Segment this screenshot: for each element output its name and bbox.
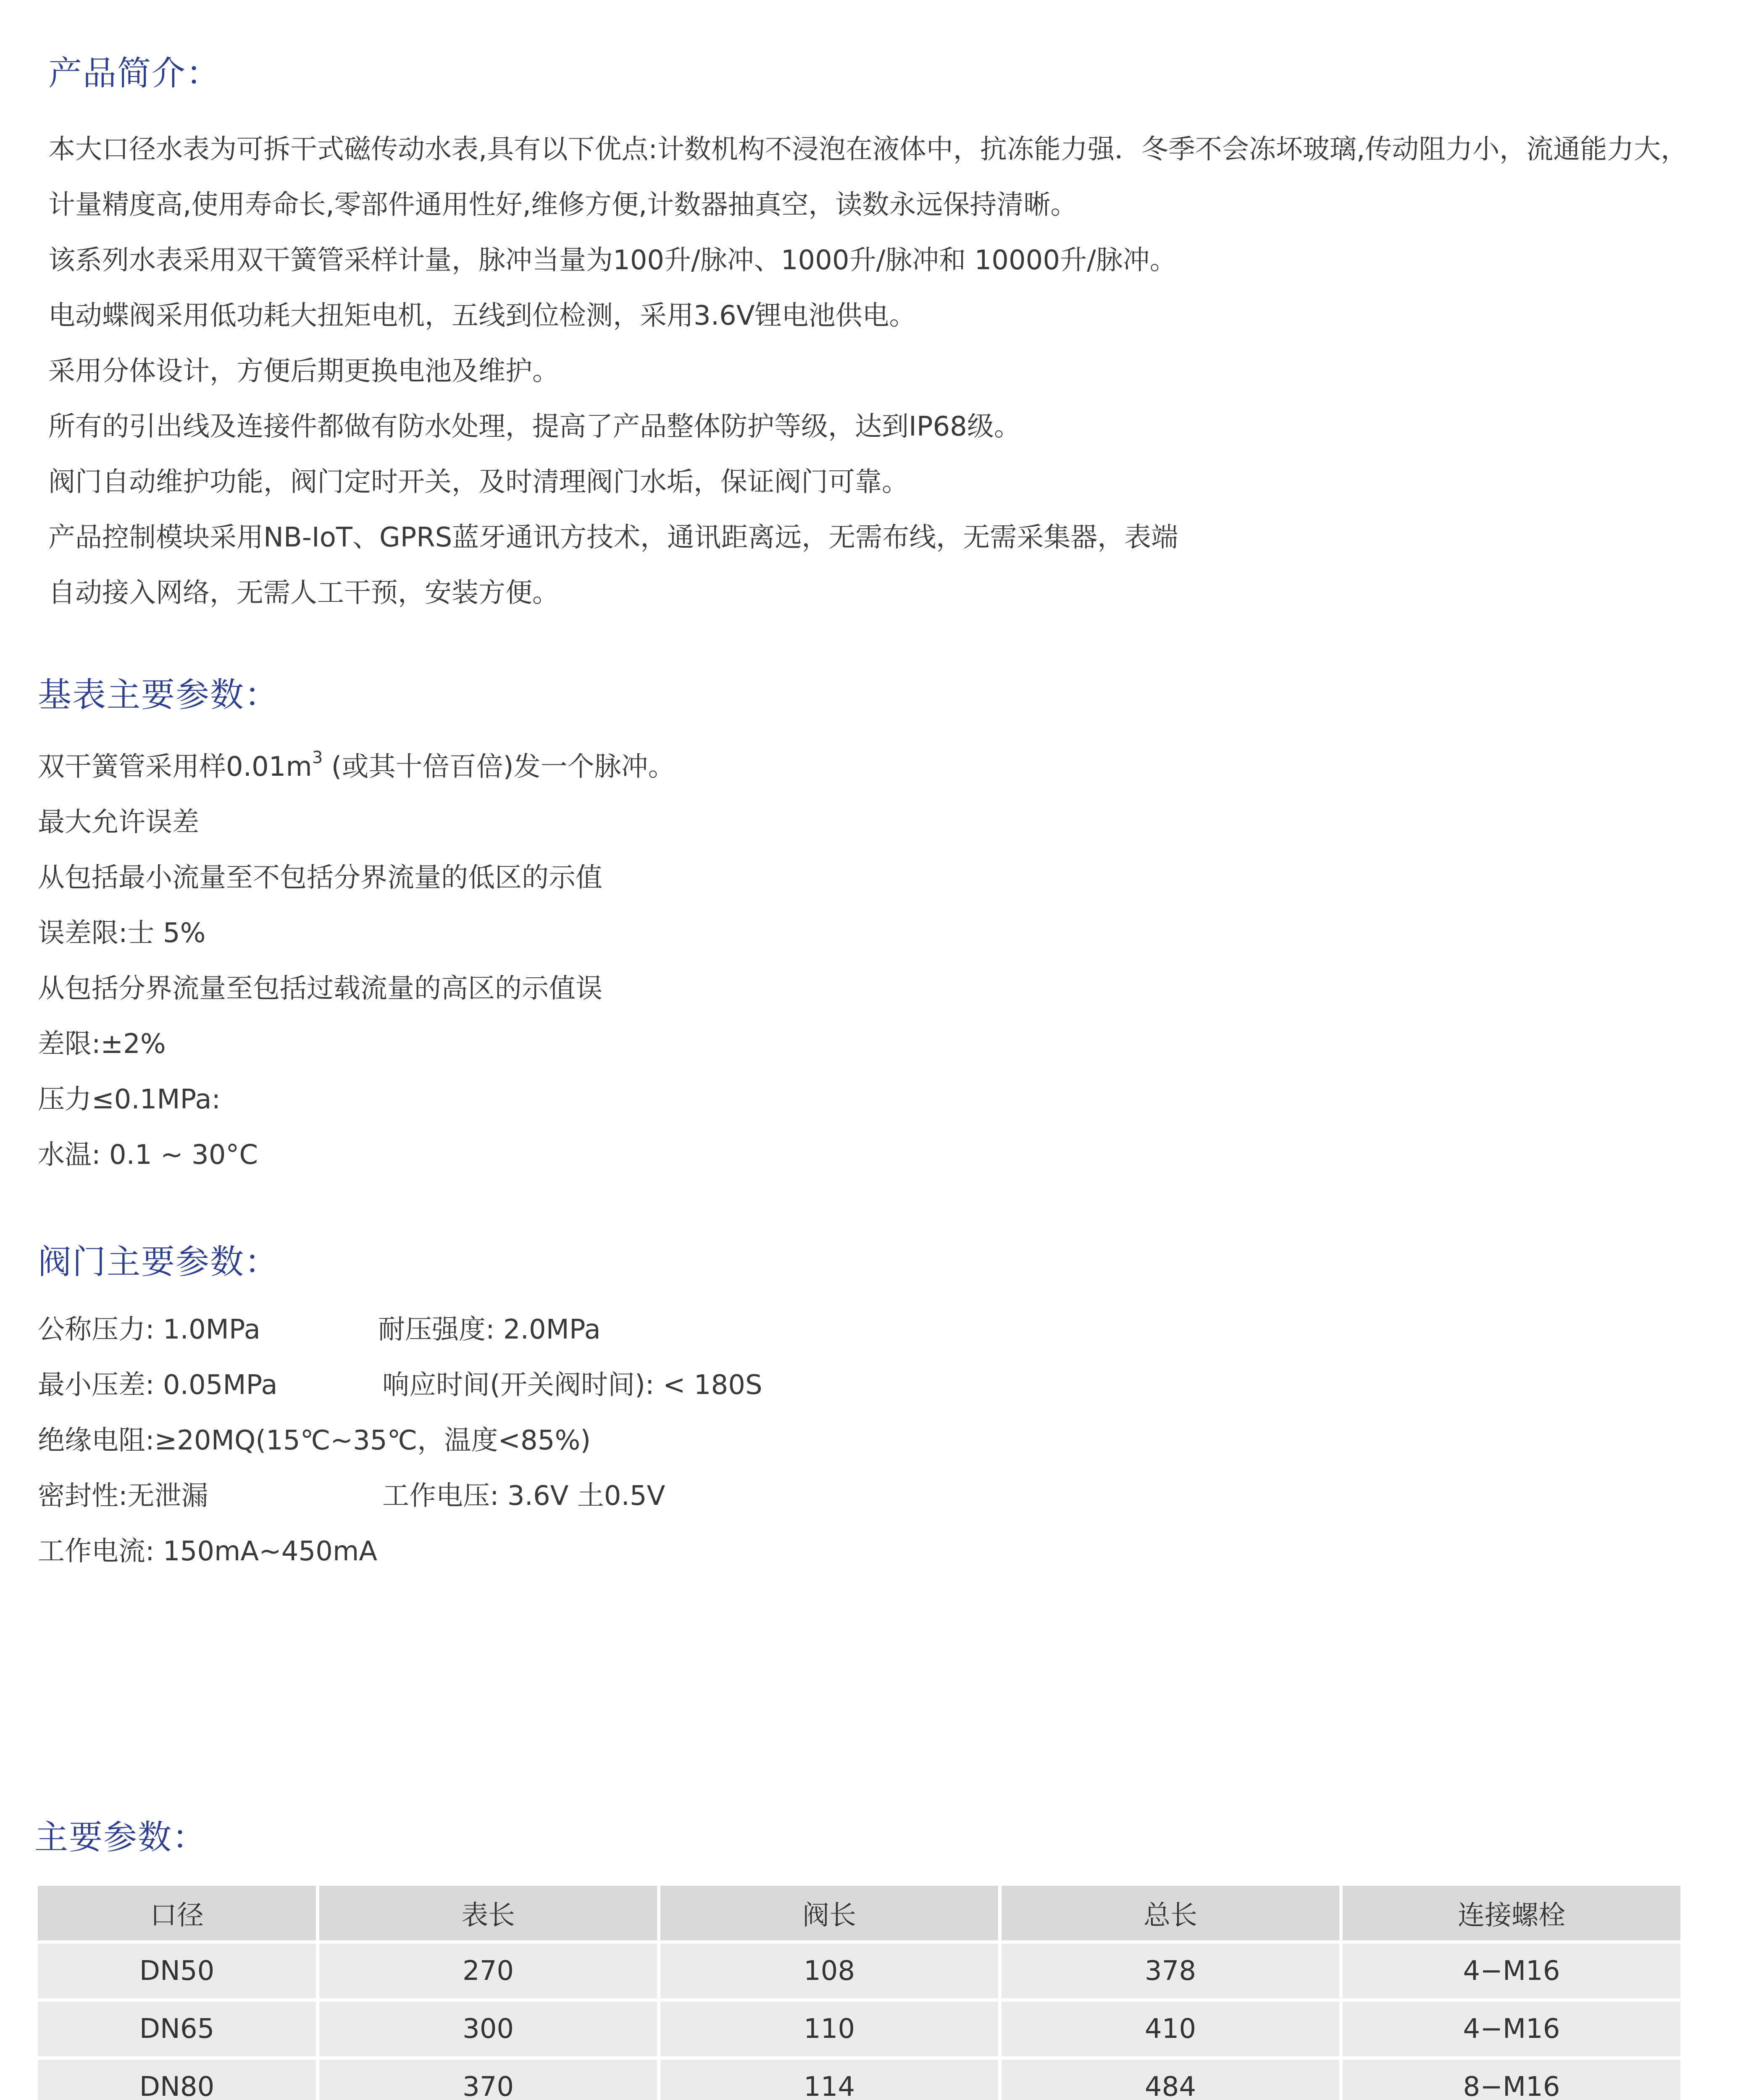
table-cell: 108	[660, 1944, 998, 1998]
intro-line: 采用分体设计，方便后期更换电池及维护。	[48, 356, 559, 387]
table-row	[38, 2002, 1680, 2056]
table-cell: 4−M16	[1343, 2002, 1680, 2056]
table-cell: 8−M16	[1343, 2060, 1680, 2100]
valve-params-title: 阀门主要参数：	[38, 1242, 279, 1281]
base-param-line: 从包括最小流量至不包括分界流量的低区的示值	[38, 862, 602, 893]
table-cell: 110	[660, 2002, 998, 2056]
table-cell: DN80	[38, 2060, 316, 2100]
base-param-line: 双干簧管采用样$0.01m^3$ (或其十倍百倍)发一个脉冲。	[38, 748, 675, 782]
intro-line: 产品控制模块采用NB-IoT、GPRS蓝牙通讯方技术，通讯距离远，无需布线，无需采集器，表端	[48, 522, 1178, 553]
table-cell: 484	[1002, 2060, 1339, 2100]
table-cell: 410	[1002, 2002, 1339, 2056]
base-param-line: 误差限:士 5%	[38, 918, 206, 949]
col-header: 连接螺栓	[1343, 1886, 1680, 1940]
base-param-line: 最大允许误差	[38, 807, 199, 838]
table-cell: 300	[319, 2002, 657, 2056]
base-params-list	[38, 739, 675, 1183]
table-cell: 4−M16	[1343, 1944, 1680, 1998]
table-row	[38, 1944, 1680, 1998]
base-params-title: 基表主要参数：	[38, 675, 279, 714]
base-param-line: 压力≤0.1MPa:	[38, 1084, 221, 1115]
intro-text	[48, 122, 1713, 621]
table-cell: DN65	[38, 2002, 316, 2056]
base-param-line: 水温: 0.1 ~ 30°C	[38, 1139, 258, 1171]
col-header: 总长	[1002, 1886, 1339, 1940]
table-cell: 270	[319, 1944, 657, 1998]
table-cell: 378	[1002, 1944, 1339, 1998]
col-header: 表长	[319, 1886, 657, 1940]
intro-title: 产品简介：	[48, 54, 221, 93]
table-row	[38, 2060, 1680, 2100]
col-header: 口径	[38, 1886, 316, 1940]
intro-line: 该系列水表采用双干簧管采样计量，脉冲当量为100升/脉冲、1000升/脉冲和 10000升/脉冲。	[48, 245, 1177, 276]
intro-line: 本大口径水表为可拆干式磁传动水表,具有以下优点:计数机构不浸泡在液体中，抗冻能力强．冬季不会冻坏玻璃,传动阻力小，流通能力大，计量精度高,使用寿命长,零部件通用性好,维修方便,计数器抽真空，读数永远保持清晰。	[48, 134, 1688, 220]
intro-line: 自动接入网络，无需人工干预，安装方便。	[48, 578, 559, 609]
table-cell: 370	[319, 2060, 657, 2100]
table-header-row	[38, 1886, 1680, 1940]
main-params-table	[34, 1882, 1684, 2100]
intro-line: 阀门自动维护功能，阀门定时开关，及时清理阀门水垢，保证阀门可靠。	[48, 467, 909, 498]
base-param-line: 差限:±2%	[38, 1029, 166, 1060]
table-cell: 114	[660, 2060, 998, 2100]
main-params-title: 主要参数：	[34, 1818, 207, 1857]
intro-line: 所有的引出线及连接件都做有防水处理，提高了产品整体防护等级，达到IP68级。	[48, 411, 1021, 442]
table-cell: DN50	[38, 1944, 316, 1998]
col-header: 阀长	[660, 1886, 998, 1940]
base-param-line: 从包括分界流量至包括过载流量的高区的示值误	[38, 973, 602, 1004]
intro-line: 电动蝶阀采用低功耗大扭矩电机，五线到位检测，采用3.6V锂电池供电。	[48, 300, 916, 331]
